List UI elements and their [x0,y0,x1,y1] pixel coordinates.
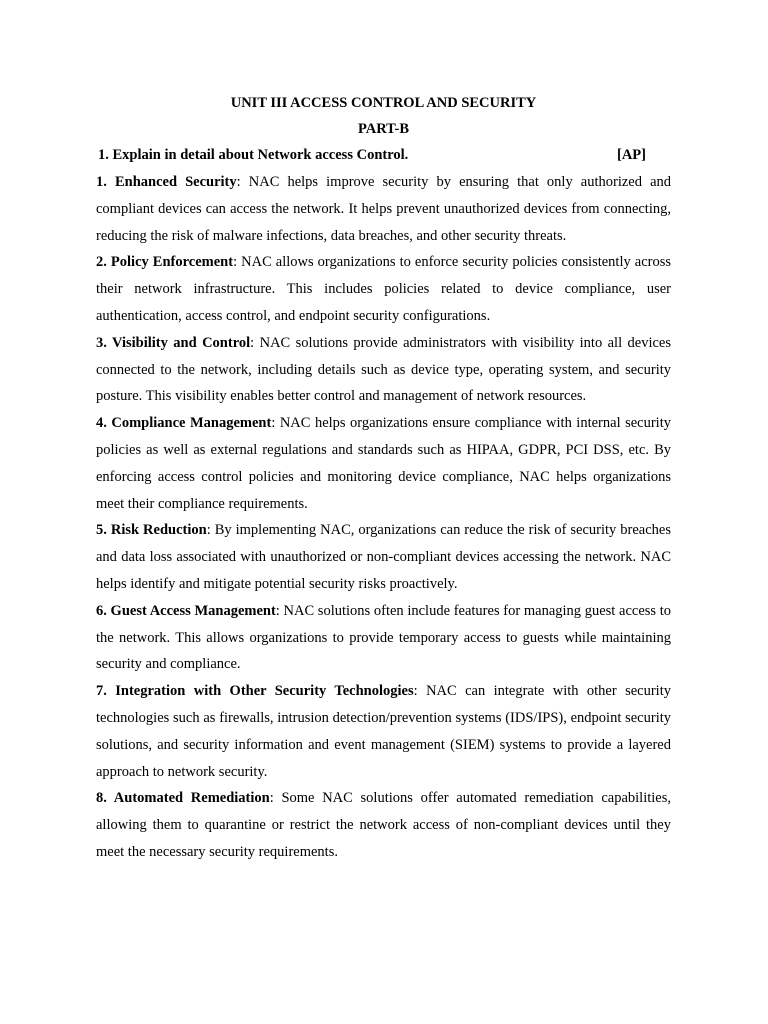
point-item [96,249,671,329]
point-body: : NAC helps improve security by ensuring that only authorized and compliant devices can access the network. It helps prevent unauthorized devices from connecting, reducing the risk of malware infections, data breaches, and other security threats. [96,174,672,244]
point-item [96,330,671,410]
point-heading: 8. Automated Remediation [96,790,270,807]
point-body: : NAC solutions provide administrators with visibility into all devices connected to the network, including details such as device type, operating system, and security posture. This visibility enables better control and management of network resources. [96,334,671,405]
part-title: PART-B [357,121,410,137]
point-heading: 5. Risk Reduction [96,522,207,539]
point-item [96,785,671,865]
point-heading: 6. Guest Access Management [96,602,276,619]
point-heading: 7. Integration with Other Security Technologies [96,683,414,700]
point-heading: 3. Visibility and Control [96,334,251,351]
point-item [96,598,671,678]
question-tag: [AP] [617,147,646,163]
question-line [96,142,671,169]
point-item [96,678,671,785]
point-body: : NAC allows organizations to enforce security policies consistently across their network infrastructure. This includes policies related to device compliance, user authentication, access control, and endpoint security configurations. [96,254,672,324]
question-text: 1. Explain in detail about Network access Control. [98,147,409,163]
point-heading: 4. Compliance Management [96,415,272,432]
point-body: : NAC solutions often include features for managing guest access to the network. This allows organizations to provide temporary access to guests while maintaining security and compliance. [96,602,672,673]
point-body: : By implementing NAC, organizations can reduce the risk of security breaches and data loss associated with unauthorized or non-compliant devices accessing the network. NAC helps identify and mitigate potential security risks proactively. [96,522,672,592]
point-heading: 2. Policy Enforcement [96,254,234,271]
point-body: : NAC can integrate with other security technologies such as firewalls, intrusion detection/prevention systems (IDS/IPS), endpoint security solutions, and security information and event management (SIEM) systems to provide a layered approach to network security. [96,683,671,780]
document-page [96,90,671,866]
unit-title: UNIT III ACCESS CONTROL AND SECURITY [230,95,537,111]
point-item [96,169,671,249]
point-item [96,410,671,517]
point-heading: 1. Enhanced Security [96,174,237,190]
point-body: : Some NAC solutions offer automated remediation capabilities, allowing them to quarantine or restrict the network access of non-compliant devices until they meet the necessary security requirements. [96,790,671,860]
point-body: : NAC helps organizations ensure compliance with internal security policies as well as external regulations and standards such as HIPAA, GDPR, PCI DSS, etc. By enforcing access control policies and monitoring device compliance, NAC helps organizations meet their compliance requirements. [96,415,671,512]
point-item [96,517,671,597]
